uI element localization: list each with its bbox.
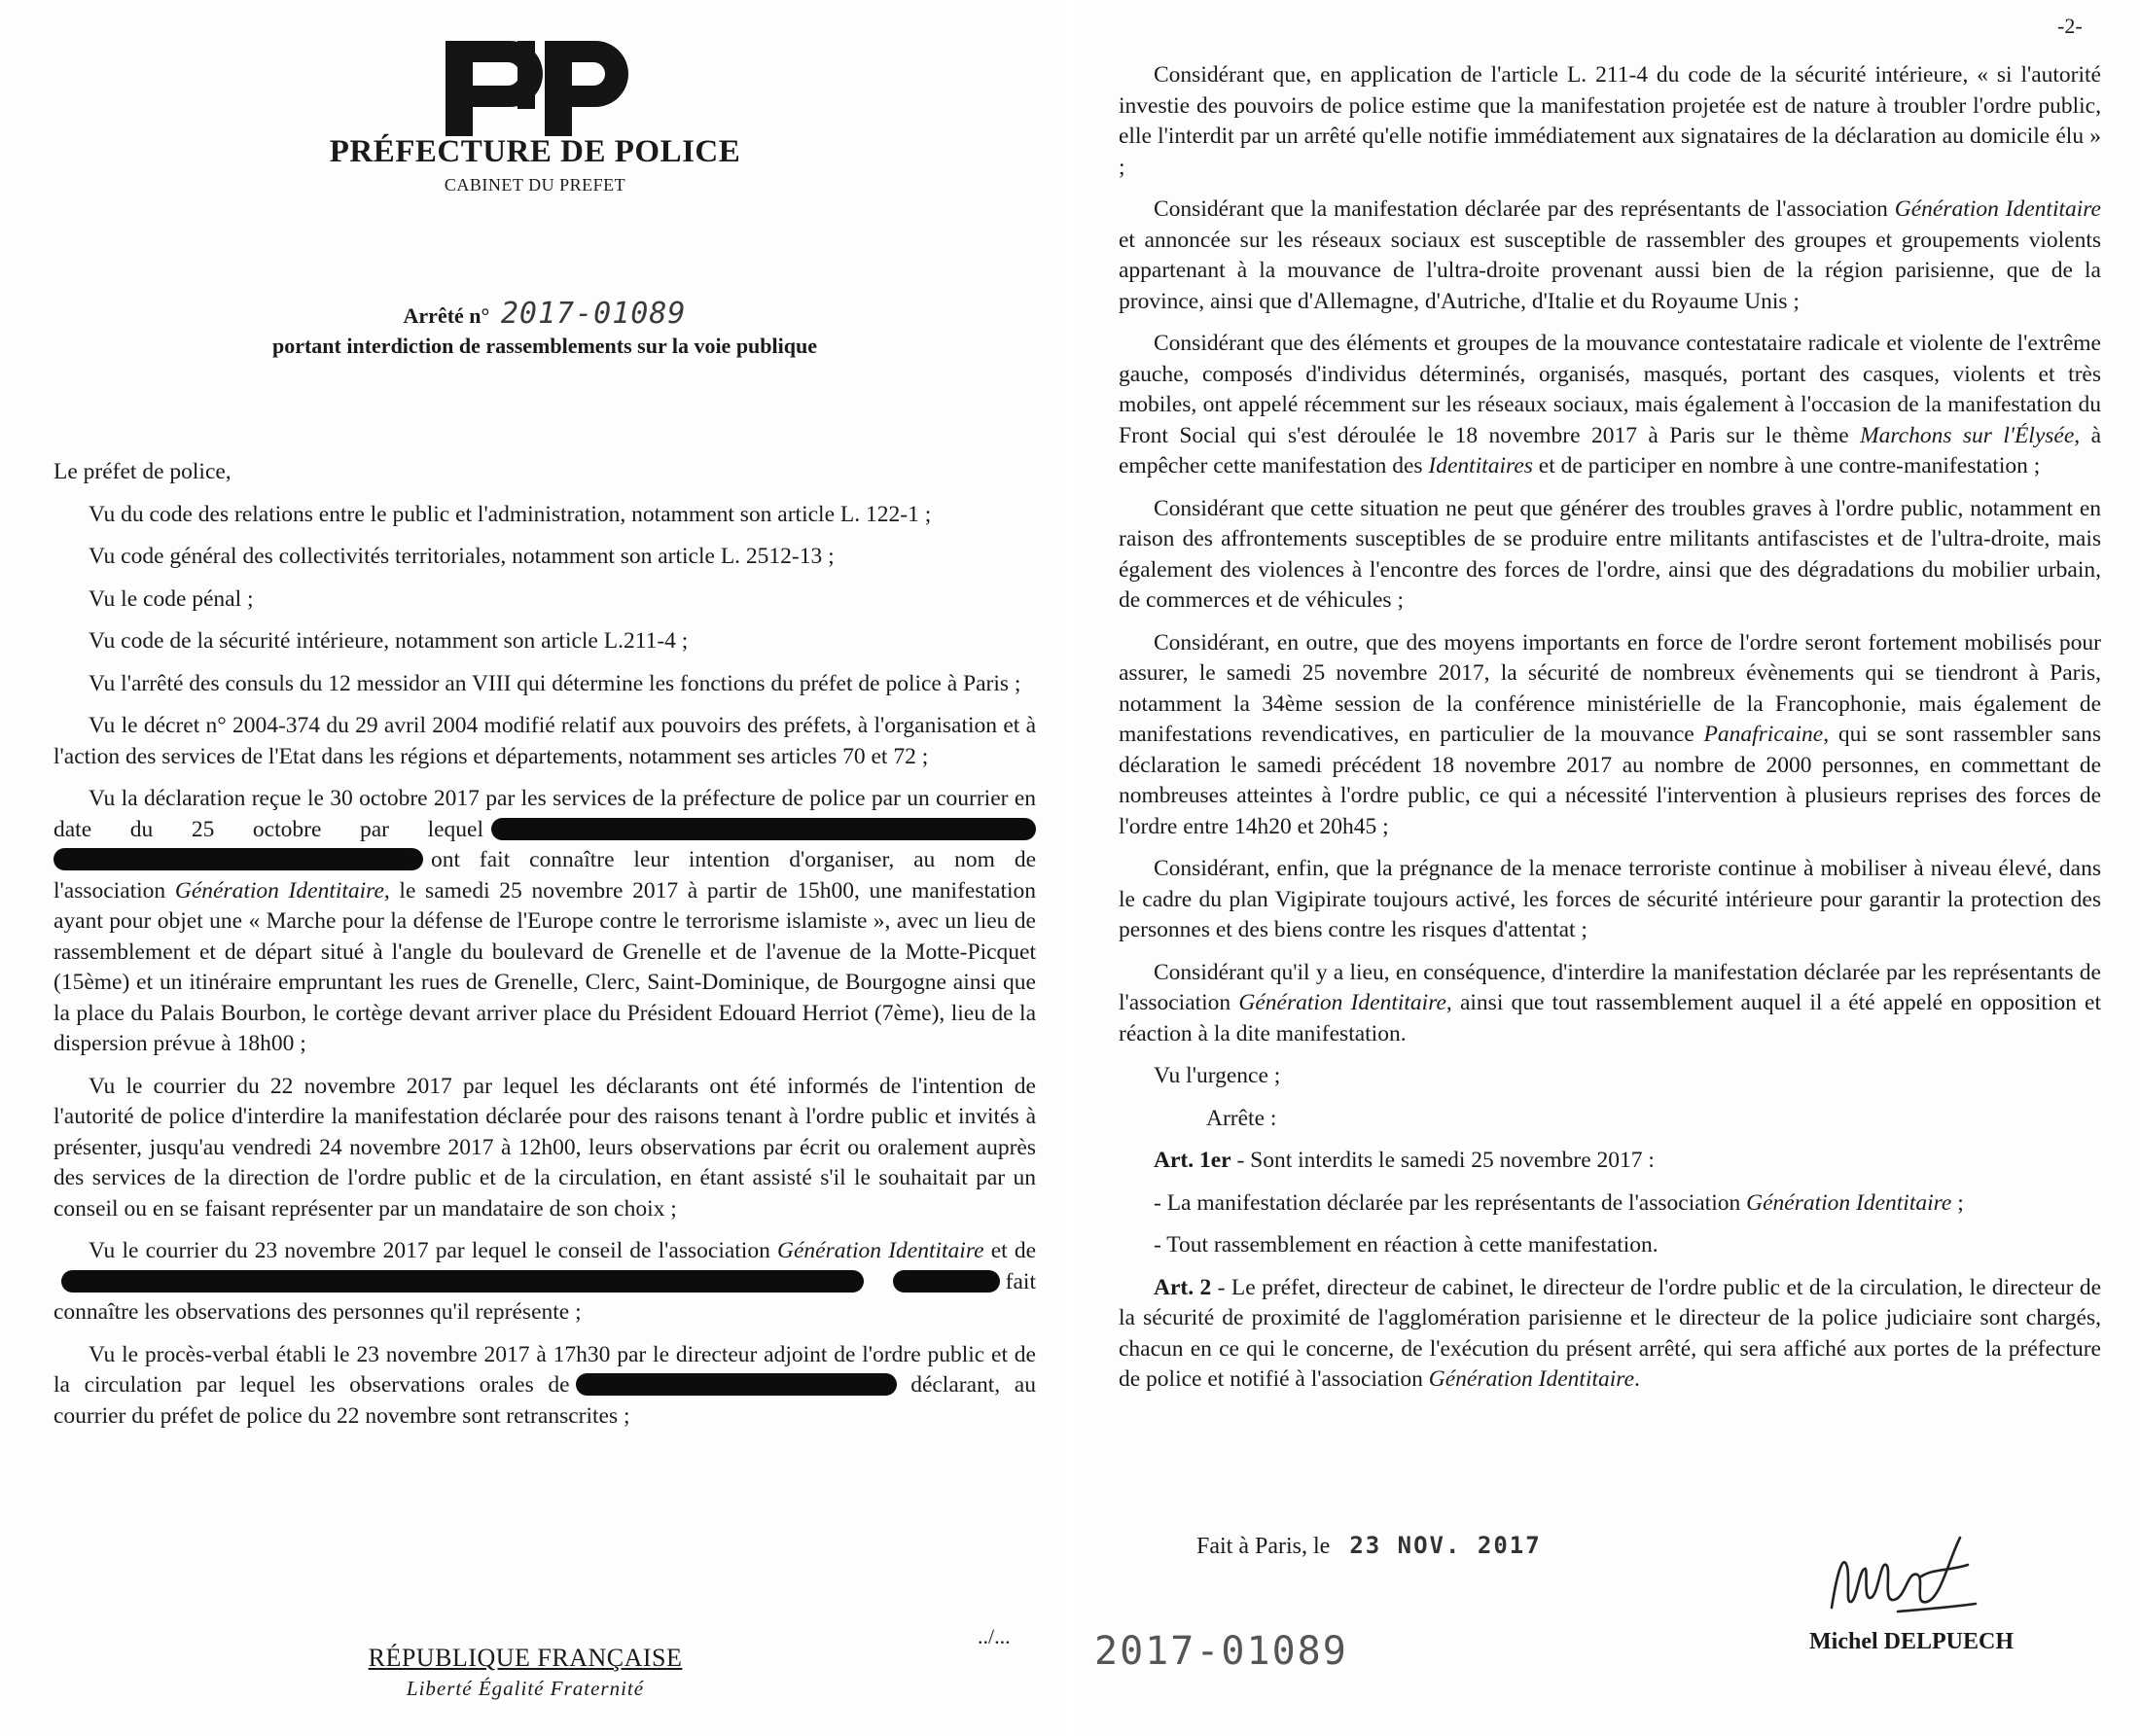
- republique-francaise: RÉPUBLIQUE FRANÇAISE: [368, 1644, 683, 1672]
- article-1-label: Art. 1er: [1154, 1148, 1231, 1173]
- paragraph-considerant-6: Considérant, enfin, que la prégnance de la menace terroriste continue à mobiliser à niveau élevé, dans le cadre du plan Vigipirate toujours activé, les forces de sécurité intérieure pour garantir la protection des personnes et des biens contre les risques d'attentat ;: [1119, 856, 2101, 942]
- republic-motto: Liberté Égalité Fraternité: [406, 1677, 645, 1700]
- page-two: [1075, 0, 2140, 1736]
- paragraph-urgence: Vu l'urgence ;: [1154, 1063, 1281, 1088]
- arrete-number: 2017-01089: [500, 297, 687, 331]
- paragraph-considerant-2: Considérant que la manifestation déclarée par des représentants de l'association Génération Identitaire et annoncée sur les réseaux sociaux est susceptible de rassembler des groupes et groupements violents appartenant à la mouvance de l'ultra-droite provenant aussi bien de la région parisienne, que de la province, ainsi que d'Allemagne, d'Autriche, d'Italie et du Royaume Unis ;: [1119, 196, 2101, 314]
- paragraph-considerant-5: Considérant, en outre, que des moyens importants en force de l'ordre seront fortement mobilisés pour assurer, le samedi 25 novembre 2017, la sécurité de nombreux évènements qui se tiendront à Paris, notamment la 34ème session de la conférence ministérielle de la Francophonie, mais également de manifestations revendicatives, en particulier de la mouvance Panafricaine, qui se sont rassembler sans déclaration le samedi précédent 18 novembre 2017 au nombre de 2000 personnes, en commettant de nombreuses atteintes à l'ordre public, ce qui a nécessité l'intervention à plusieurs reprises des forces de l'ordre entre 14h20 et 20h45 ;: [1119, 629, 2102, 839]
- signer-name: Michel DELPUECH: [1809, 1629, 2014, 1654]
- page-number: -2-: [2057, 14, 2083, 38]
- paragraph-vu-6: Vu le décret n° 2004-374 du 29 avril 2004 modifié relatif aux pouvoirs des préfets, à l'organisation et à l'action des services de l'Etat dans les régions et départements, notamment ses articles 70 et 72 ;: [54, 713, 1036, 769]
- paragraph-intro: Le préfet de police,: [54, 459, 232, 484]
- paragraph-considerant-3: Considérant que des éléments et groupes de la mouvance contestataire radicale et violente de l'extrême gauche, composés d'individus déterminés, organisés, masqués, portant des casques, violents et très mobiles, ont appelé récemment sur les réseaux sociaux, mais également à l'occasion de la manifestation du Front Social qui s'est déroulée le 18 novembre 2017 à Paris sur le thème Marchons sur l'Élysée, à empêcher cette manifestation des Identitaires et de participer en nombre à une contre-manifestation ;: [1119, 331, 2102, 478]
- prefecture-logo: [440, 35, 634, 142]
- paragraph-vu-2: Vu code général des collectivités territoriales, notamment son article L. 2512-13 ;: [89, 544, 835, 569]
- paragraph-vu-5: Vu l'arrêté des consuls du 12 messidor an VIII qui détermine les fonctions du préfet de police à Paris ;: [89, 670, 1021, 696]
- reference-number: 2017-01089: [1094, 1629, 1348, 1674]
- fait-a-paris: Fait à Paris, le 23 NOV. 2017: [1196, 1532, 1542, 1559]
- paragraph-vu-4: Vu code de la sécurité intérieure, notamment son article L.211-4 ;: [89, 628, 689, 654]
- article-2-label: Art. 2: [1154, 1274, 1212, 1300]
- redaction-bar: [491, 818, 1036, 840]
- prefecture-title: PRÉFECTURE DE POLICE: [329, 134, 741, 169]
- redaction-bar: [893, 1270, 1000, 1293]
- article-1-item-1: - La manifestation déclarée par les représentants de l'association Génération Identitaire ;: [1154, 1189, 1964, 1216]
- arrete-label: Arrêté n°: [403, 303, 490, 328]
- date-stamp: 23 NOV. 2017: [1349, 1532, 1542, 1559]
- paragraph-considerant-1: Considérant que, en application de l'article L. 211-4 du code de la sécurité intérieure, « si l'autorité investie des pouvoirs de police estime que la manifestation projetée est de nature à troubler l'ordre public, elle l'interdit par un arrêté qu'elle notifie immédiatement aux signataires de la déclaration au domicile élu » ;: [1119, 62, 2101, 180]
- arrete-subtitle: portant interdiction de rassemblements sur la voie publique: [271, 334, 817, 358]
- redaction-bar: [61, 1270, 864, 1293]
- redaction-bar: [54, 848, 423, 870]
- redaction-bar: [576, 1373, 897, 1396]
- arrete-heading: [195, 297, 895, 331]
- paragraph-considerant-7: Considérant qu'il y a lieu, en conséquence, d'interdire la manifestation déclarée par les représentants de l'association Génération Identitaire, ainsi que tout rassemblement auquel il a été appelé en opposition et réaction à la dite manifestation.: [1119, 959, 2101, 1046]
- paragraph-arrete: Arrête :: [1206, 1105, 1277, 1131]
- paragraph-considerant-4: Considérant que cette situation ne peut que générer des troubles graves à l'ordre public, notamment en raison des affrontements susceptibles de se produire entre militants antifascistes et de l'ultra-droite, mais également des violences à l'encontre des forces de l'ordre, ainsi que des dégradations du mobilier urbain, de commerces et de véhicules ;: [1119, 495, 2101, 613]
- article-1-item-2: - Tout rassemblement en réaction à cette manifestation.: [1154, 1232, 1658, 1258]
- paragraph-vu-8: Vu le courrier du 22 novembre 2017 par lequel les déclarants ont été informés de l'intention de l'autorité de police d'interdire la manifestation déclarée pour des raisons tenant à l'ordre public et invités à présenter, jusqu'au vendredi 24 novembre 2017 à 12h00, leurs observations par écrit ou oralement auprès des services de la direction de l'ordre public et de la circulation, en étant assisté s'il le souhaitait par un conseil ou en se faisant représenter par un mandataire de son choix ;: [54, 1073, 1036, 1222]
- continuation-mark: ../...: [978, 1624, 1011, 1648]
- paragraph-vu-10: Vu le procès-verbal établi le 23 novembre 2017 à 17h30 par le directeur adjoint de l'ordre public et de la circulation par lequel les observations orales de déclarant, au courrier du préfet de police du 22 novembre sont retranscrites ;: [54, 1341, 1036, 1429]
- handwritten-signature: [1824, 1532, 1989, 1639]
- cabinet-subtitle: CABINET DU PREFET: [444, 175, 626, 195]
- paragraph-vu-7: Vu la déclaration reçue le 30 octobre 2017 par les services de la préfecture de police par un courrier en date du 25 octobre par lequel ont fait connaître leur intention d'organiser, au nom de l'association Génération Identitaire, le samedi 25 novembre 2017 à partir de 15h00, une manifestation ayant pour objet une « Marche pour la défense de l'Europe contre le terrorisme islamiste », avec un lieu de rassemblement et de départ situé à l'angle du boulevard de Grenelle et de l'avenue de la Motte-Picquet (15ème) et un itinéraire empruntant les rues de Grenelle, Clerc, Saint-Dominique, de Bourgogne ainsi que la place du Palais Bourbon, le cortège devant arriver place du Président Edouard Herriot (7ème), lieu de la dispersion prévue à 18h00 ;: [54, 786, 1037, 1056]
- page-gap: [1065, 0, 1075, 1736]
- paragraph-vu-9: Vu le courrier du 23 novembre 2017 par lequel le conseil de l'association Génération Identitaire et de fait connaître les observations des personnes qu'il représente ;: [54, 1238, 1037, 1325]
- left-body: [54, 457, 1036, 1443]
- page-one: [0, 0, 1065, 1736]
- paragraph-vu-3: Vu le code pénal ;: [89, 585, 254, 612]
- article-2: Art. 2 - Le préfet, directeur de cabinet, le directeur de l'ordre public et de la circulation, le directeur de la sécurité de proximité de l'agglomération parisienne et le directeur de la police judiciaire sont chargés, chacun en ce qui le concerne, de l'exécution du présent arrêté, qui sera affiché aux portes de la préfecture de police et notifié à l'association Génération Identitaire.: [1119, 1274, 2101, 1392]
- right-body: [1119, 60, 2101, 1407]
- paragraph-vu-1: Vu du code des relations entre le public et l'administration, notamment son article L. 122-1 ;: [89, 501, 932, 527]
- article-1: Art. 1er - Sont interdits le samedi 25 novembre 2017 :: [1154, 1148, 1655, 1173]
